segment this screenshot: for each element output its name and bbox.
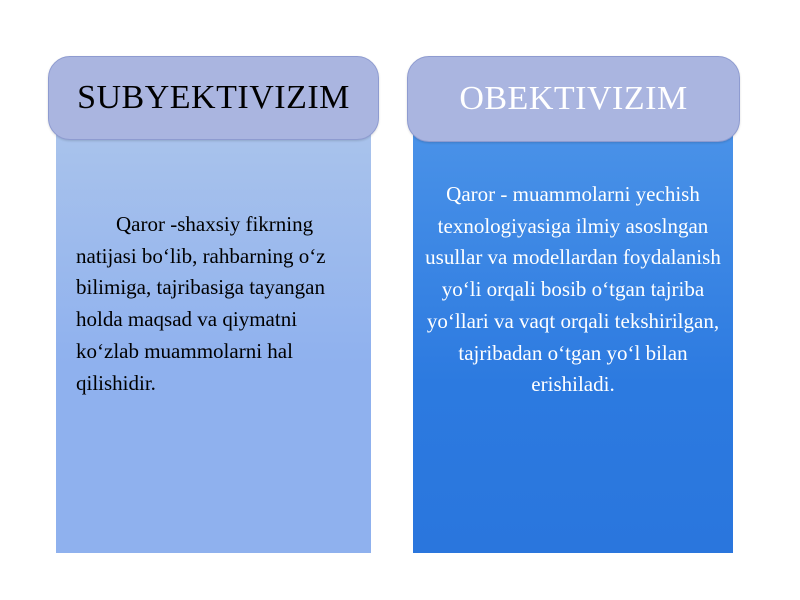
subyektivizm-title: SUBYEKTIVIZIM bbox=[48, 56, 379, 140]
obektivizm-description: Qaror - muammolarni yechish texnologiyasiga ilmiy asoslngan usullar va modellardan foydalanish yo‘li orqali bosib o‘tgan tajriba yo‘llari va vaqt orqali tekshirilgan, tajribadan o‘tgan yo‘l bilan erishiladi. bbox=[425, 182, 721, 397]
obektivizm-title: OBEKTIVIZIM bbox=[407, 56, 740, 142]
subyektivizm-description: Qaror -shaxsiy fikrning natijasi bo‘lib, rahbarning o‘z bilimiga, tajribasiga tayangan holda maqsad va qiymatni ko‘zlab muammolarni hal qilishidir. bbox=[76, 212, 326, 395]
